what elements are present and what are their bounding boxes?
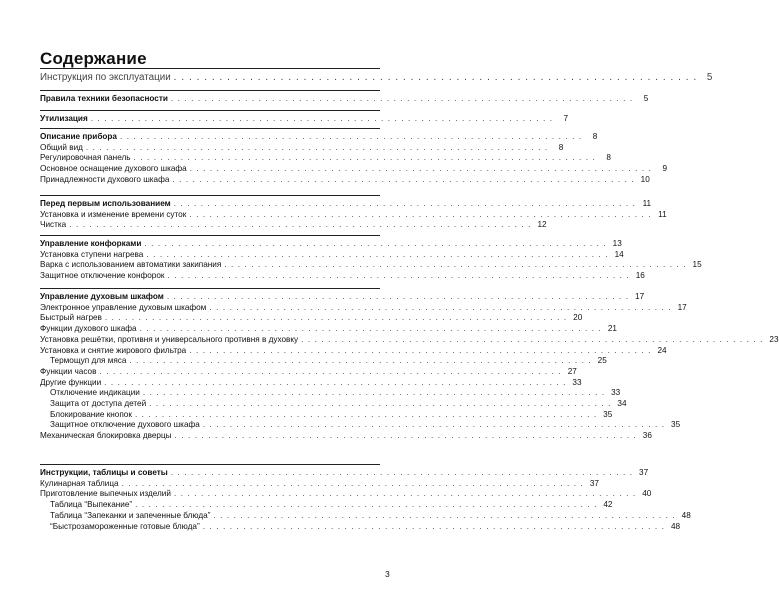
toc-entry-label: Защитное отключение конфорок (40, 271, 165, 281)
toc-entry-label: Блокирование кнопок (50, 409, 132, 419)
toc-entry[interactable] (40, 431, 652, 441)
toc-entry[interactable] (40, 313, 583, 323)
toc-entry[interactable] (40, 420, 681, 430)
section-divider (40, 235, 380, 236)
toc-entry[interactable] (40, 249, 624, 260)
toc-entry-page: 5 (643, 94, 649, 103)
toc-entry[interactable] (40, 292, 645, 302)
toc-entry[interactable] (40, 478, 599, 489)
toc-entry-label: Принадлежности духового шкафа (40, 174, 170, 184)
dot-leader: . . . . . . . . . . . . . . . . . . . . . . . . . . . . . . . . . . . . . . . . . . . . . . . . . . . . . . . . . . . . . . . . . . . . . (213, 510, 676, 520)
toc-entry[interactable] (40, 399, 627, 409)
toc-entry-page: 8 (558, 142, 564, 152)
toc-entry-label: Быстрый нагрев (40, 313, 102, 323)
page-title: Содержание (40, 49, 147, 69)
toc-entry[interactable] (40, 199, 652, 209)
toc-entry-page: 17 (677, 302, 687, 312)
toc-entry[interactable] (40, 356, 607, 366)
toc-entry[interactable] (40, 94, 649, 104)
toc-entry-label: Таблица “Запеканки и запеченные блюда” (50, 510, 211, 520)
toc-entry-label: Инструкции, таблицы и советы (40, 468, 168, 477)
toc-entry-label: Электронное управление духовым шкафом (40, 302, 207, 312)
dot-leader: . . . . . . . . . . . . . . . . . . . . . . . . . . . . . . . . . . . . . . . . . . . . . . . . . . . . . . . . . . . . . . . . . . . . . (224, 260, 687, 270)
toc-entry[interactable] (40, 260, 702, 270)
toc-entry-page: 40 (642, 489, 652, 499)
toc-entry-label: Управление духовым шкафом (40, 292, 164, 301)
toc-entry-label: Функции часов (40, 366, 97, 376)
section-divider (40, 68, 380, 69)
toc-entry-page: 33 (611, 388, 621, 398)
toc-entry-page: 36 (642, 431, 652, 441)
toc-entry-label: Перед первым использованием (40, 199, 171, 208)
toc-entry[interactable] (40, 142, 564, 153)
toc-entry-page: 48 (681, 510, 691, 520)
toc-entry-label: Приготовление выпечных изделий (40, 489, 171, 499)
toc-entry-page: 13 (612, 239, 622, 248)
dot-leader: . . . . . . . . . . . . . . . . . . . . . . . . . . . . . . . . . . . . . . . . . . . . . . . . . . . . . . . . . . . . . . . . . . . . . (173, 489, 637, 499)
dot-leader: . . . . . . . . . . . . . . . . . . . . . . . . . . . . . . . . . . . . . . . . . . . . . . . . . . . . . . . . . . . . . . . . . . . . . (133, 153, 596, 163)
toc-entry[interactable] (40, 271, 645, 281)
dot-leader: . . . . . . . . . . . . . . . . . . . . . . . . . . . . . . . . . . . . . . . . . . . . . . . . . . . . . . . . . . . . . . . . . . . . . (166, 292, 630, 301)
dot-leader: . . . . . . . . . . . . . . . . . . . . . . . . . . . . . . . . . . . . . . . . . . . . . . . . . . . . . . . . . . . . . . . . . . . . . (170, 468, 634, 477)
toc-entry[interactable] (40, 377, 582, 388)
toc-entry-page: 8 (592, 132, 598, 141)
toc-entry-page: 11 (642, 199, 652, 208)
section-divider (40, 288, 380, 289)
toc-entry-label: Основное оснащение духового шкафа (40, 164, 187, 174)
toc-entry-label: Защитное отключение духового шкафа (50, 420, 200, 430)
toc-entry-page: 48 (670, 521, 681, 531)
dot-leader: . . . . . . . . . . . . . . . . . . . . . . . . . . . . . . . . . . . . . . . . . . . . . . . . . . . . . . . . . . . . . . . . . . . . . (90, 114, 554, 123)
toc-entry-page: 20 (573, 313, 583, 323)
dot-leader: . . . . . . . . . . . . . . . . . . . . . . . . . . . . . . . . . . . . . . . . . . . . . . . . . . . . . . . . . . . . . . . . . . . . . (135, 500, 598, 510)
toc-entry-label: Управление конфорками (40, 239, 142, 248)
dot-leader: . . . . . . . . . . . . . . . . . . . . . . . . . . . . . . . . . . . . . . . . . . . . . . . . . . . . . . . . . . . . . . . . . . . . . (172, 174, 635, 184)
dot-leader: . . . . . . . . . . . . . . . . . . . . . . . . . . . . . . . . . . . . . . . . . . . . . . . . . . . . . . . . . . . . . . . . . . . . . (104, 313, 568, 323)
toc-entry-label: Установка решётки, противня и универсального противня в духовку (40, 334, 299, 344)
toc-entry-page: 10 (640, 174, 650, 184)
toc-entry-page: 9 (662, 164, 668, 174)
dot-leader: . . . . . . . . . . . . . . . . . . . . . . . . . . . . . . . . . . . . . . . . . . . . . . . . . . . . . . . . . . . . . . . . . . . . . (170, 94, 634, 103)
toc-entry-label: Установка и снятие жирового фильтра (40, 345, 187, 355)
dot-leader: . . . . . . . . . . . . . . . . . . . . . . . . . . . . . . . . . . . . . . . . . . . . . . . . . . . . . . . . . . . . . . . . . . . . . (149, 399, 612, 408)
toc-entry-page: 24 (657, 345, 667, 355)
toc-entry-page: 14 (614, 249, 624, 259)
toc-entry-page: 17 (635, 292, 645, 301)
toc-entry[interactable] (40, 500, 613, 510)
toc-entry-page: 21 (607, 324, 617, 334)
toc-entry-label: Описание прибора (40, 132, 117, 141)
toc-entry-page: 33 (572, 377, 582, 387)
toc-entry[interactable] (40, 345, 667, 356)
dot-leader: . . . . . . . . . . . . . . . . . . . . . . . . . . . . . . . . . . . . . . . . . . . . . . . . . . . . . . . . . . . . . . . . . . . . . (174, 431, 637, 441)
toc-entry-label: Функции духового шкафа (40, 324, 137, 334)
toc-entry-label: Общий вид (40, 142, 83, 152)
dot-leader: . . . . . . . . . . . . . . . . . . . . . . . . . . . . . . . . . . . . . . . . . . . . . . . . . . . . . . . . . . . . . . . . . . . . . (139, 324, 602, 334)
dot-leader: . . . . . . . . . . . . . . . . . . . . . . . . . . . . . . . . . . . . . . . . . . . . . . . . . . . . . . . . . . . . . . . . . . . . . (144, 239, 607, 248)
dot-leader: . . . . . . . . . . . . . . . . . . . . . . . . . . . . . . . . . . . . . . . . . . . . . . . . . . . . . . . . . . . . . . . . . . . . . (189, 345, 652, 355)
toc-entry-page: 12 (537, 220, 547, 230)
dot-leader: . . . . . . . . . . . . . . . . . . . . . . . . . . . . . . . . . . . . . . . . . . . . . . . . . . . . . . . . . . . . . . . . . . . . . (121, 478, 584, 488)
toc-entry-page: 7 (563, 114, 569, 123)
dot-leader: . . . . . . . . . . . . . . . . . . . . . . . . . . . . . . . . . . . . . . . . . . . . . . . . . . . . . . . . . . . . . . . . . . . . . (69, 220, 532, 230)
toc-entry-page: 35 (671, 420, 681, 430)
toc-entry[interactable] (40, 468, 649, 478)
dot-leader: . . . . . . . . . . . . . . . . . . . . . . . . . . . . . . . . . . . . . . . . . . . . . . . . . . . . . . . . . . . . . . . . . . . . . (301, 334, 764, 344)
toc-entry-page: 37 (589, 478, 599, 488)
toc-entry-label: Инструкция по эксплуатации (40, 72, 171, 83)
toc-entry-label: Другие функции (40, 377, 102, 387)
toc-entry-label: Термощуп для мяса (50, 356, 127, 366)
dot-leader: . . . . . . . . . . . . . . . . . . . . . . . . . . . . . . . . . . . . . . . . . . . . . . . . . . . . . . . . . . . . . . . . . . . . . (202, 521, 666, 531)
page-number: 3 (385, 569, 390, 579)
toc-entry-page: 23 (769, 334, 779, 344)
toc-entry-label: Отключение индикации (50, 388, 140, 398)
toc-entry[interactable] (40, 521, 681, 532)
toc-entry-page: 35 (603, 409, 613, 419)
toc-entry-label: Чистка (40, 220, 67, 230)
toc-entry[interactable] (40, 114, 569, 124)
toc-entry-label: Правила техники безопасности (40, 94, 168, 103)
toc-entry-label: Кулинарная таблица (40, 478, 119, 488)
toc-entry[interactable] (40, 366, 577, 377)
toc-entry[interactable] (40, 489, 652, 499)
section-divider (40, 90, 380, 91)
toc-entry-page: 37 (639, 468, 649, 477)
dot-leader: . . . . . . . . . . . . . . . . . . . . . . . . . . . . . . . . . . . . . . . . . . . . . . . . . . . . . . . . . . . . . . . . . . . . . (99, 366, 562, 376)
toc-entry-page: 42 (603, 500, 613, 510)
toc-entry-page: 25 (597, 356, 607, 366)
toc-entry-page: 34 (617, 399, 627, 408)
section-divider (40, 195, 380, 196)
dot-leader: . . . . . . . . . . . . . . . . . . . . . . . . . . . . . . . . . . . . . . . . . . . . . . . . . . . . . . . . . . . . . . . . . . . . . (129, 356, 592, 366)
toc-entry-page: 15 (692, 260, 702, 270)
toc-entry[interactable] (40, 174, 650, 185)
toc-entry[interactable] (40, 220, 547, 230)
toc-entry[interactable] (40, 302, 687, 313)
toc-entry-label: Установка и изменение времени суток (40, 209, 187, 219)
dot-leader: . . . . . . . . . . . . . . . . . . . . . . . . . . . . . . . . . . . . . . . . . . . . . . . . . . . . . . . . . . . . . . . . . . . . . (119, 132, 583, 141)
dot-leader: . . . . . . . . . . . . . . . . . . . . . . . . . . . . . . . . . . . . . . . . . . . . . . . . . . . . . . . . . . . . . . . . . . . . . (173, 72, 698, 83)
toc-entry-label: Таблица “Выпекание” (50, 500, 133, 510)
toc-entry-label: Утилизация (40, 114, 88, 123)
dot-leader: . . . . . . . . . . . . . . . . . . . . . . . . . . . . . . . . . . . . . . . . . . . . . . . . . . . . . . . . . . . . . . . . . . . . . (173, 199, 637, 208)
toc-entry-page: 11 (658, 209, 667, 219)
dot-leader: . . . . . . . . . . . . . . . . . . . . . . . . . . . . . . . . . . . . . . . . . . . . . . . . . . . . . . . . . . . . . . . . . . . . . (167, 271, 630, 281)
toc-entry[interactable] (40, 209, 667, 220)
dot-leader: . . . . . . . . . . . . . . . . . . . . . . . . . . . . . . . . . . . . . . . . . . . . . . . . . . . . . . . . . . . . . . . . . . . . . (189, 164, 653, 174)
toc-entry[interactable] (40, 334, 779, 345)
toc-entry[interactable] (40, 409, 613, 420)
toc-entry-page: 5 (706, 72, 713, 83)
toc-entry-label: Защита от доступа детей (50, 399, 147, 408)
toc-entry-page: 16 (635, 271, 645, 281)
toc-entry-page: 8 (606, 153, 611, 163)
toc-entry[interactable] (40, 324, 617, 334)
section-divider (40, 110, 380, 111)
toc-entry[interactable] (40, 164, 668, 174)
dot-leader: . . . . . . . . . . . . . . . . . . . . . . . . . . . . . . . . . . . . . . . . . . . . . . . . . . . . . . . . . . . . . . . . . . . . . (202, 420, 666, 430)
dot-leader: . . . . . . . . . . . . . . . . . . . . . . . . . . . . . . . . . . . . . . . . . . . . . . . . . . . . . . . . . . . . . . . . . . . . . (85, 142, 549, 152)
dot-leader: . . . . . . . . . . . . . . . . . . . . . . . . . . . . . . . . . . . . . . . . . . . . . . . . . . . . . . . . . . . . . . . . . . . . . (146, 249, 609, 259)
toc-entry-page: 27 (567, 366, 577, 376)
toc-entry[interactable] (40, 132, 598, 142)
dot-leader: . . . . . . . . . . . . . . . . . . . . . . . . . . . . . . . . . . . . . . . . . . . . . . . . . . . . . . . . . . . . . . . . . . . . . (104, 377, 567, 387)
section-divider (40, 464, 380, 465)
toc-entry[interactable] (40, 510, 691, 521)
toc-entry[interactable] (40, 72, 713, 84)
toc-entry[interactable] (40, 388, 621, 398)
dot-leader: . . . . . . . . . . . . . . . . . . . . . . . . . . . . . . . . . . . . . . . . . . . . . . . . . . . . . . . . . . . . . . . . . . . . . (189, 209, 652, 219)
toc-entry-label: Регулировочная панель (40, 153, 131, 163)
dot-leader: . . . . . . . . . . . . . . . . . . . . . . . . . . . . . . . . . . . . . . . . . . . . . . . . . . . . . . . . . . . . . . . . . . . . . (134, 409, 598, 419)
toc-entry-label: “Быстрозамороженные готовые блюда” (50, 521, 200, 531)
toc-entry-label: Варка с использованием автоматики закипания (40, 260, 222, 270)
dot-leader: . . . . . . . . . . . . . . . . . . . . . . . . . . . . . . . . . . . . . . . . . . . . . . . . . . . . . . . . . . . . . . . . . . . . . (209, 302, 672, 312)
dot-leader: . . . . . . . . . . . . . . . . . . . . . . . . . . . . . . . . . . . . . . . . . . . . . . . . . . . . . . . . . . . . . . . . . . . . . (142, 388, 606, 398)
section-divider (40, 128, 380, 129)
toc-entry-label: Установка ступени нагрева (40, 249, 144, 259)
toc-entry-label: Механическая блокировка дверцы (40, 431, 172, 441)
toc-entry[interactable] (40, 239, 622, 249)
toc-entry[interactable] (40, 153, 611, 163)
